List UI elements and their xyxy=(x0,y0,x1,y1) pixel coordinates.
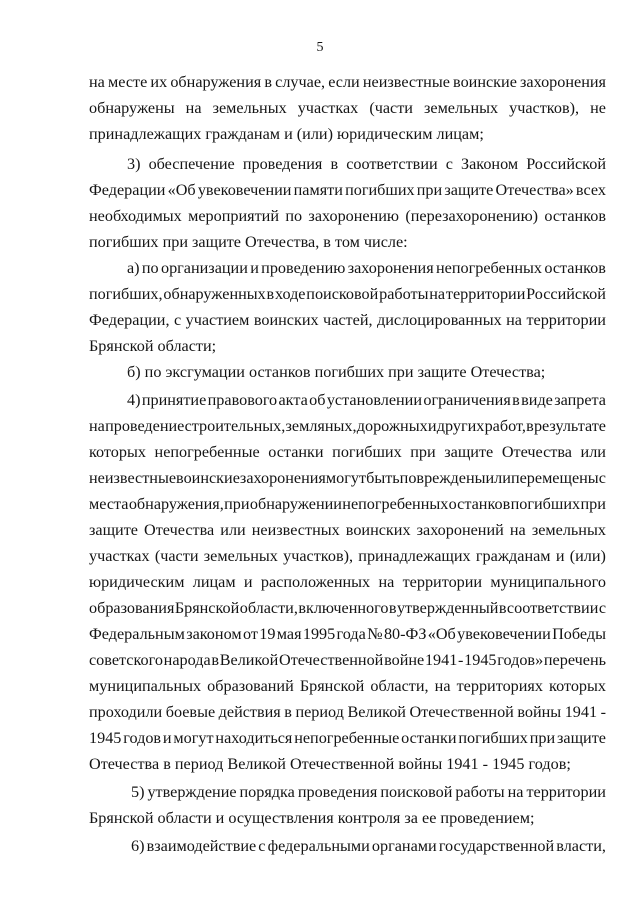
word: утвержденный xyxy=(396,599,499,617)
word: захоронения xyxy=(347,259,434,277)
text-line xyxy=(89,72,606,92)
word: погибших, xyxy=(89,285,163,303)
word: результате xyxy=(533,417,606,435)
text-line xyxy=(89,98,606,118)
text-line xyxy=(89,416,606,436)
text-line xyxy=(131,782,606,802)
word: в xyxy=(512,391,520,409)
text-line: Отечества в период Великой Отечественной войны 1941 - 1945 годов; xyxy=(89,755,571,773)
word: случае, xyxy=(275,73,326,91)
word: 1941 xyxy=(424,651,458,669)
word: территории xyxy=(402,573,483,591)
text-line xyxy=(89,520,606,540)
word: территории xyxy=(526,311,606,329)
word: ходе xyxy=(274,285,306,303)
word: могут xyxy=(325,469,367,487)
word: с xyxy=(445,155,453,173)
word: необходимых xyxy=(89,207,182,225)
word: которых xyxy=(549,677,606,695)
word: обнаружении xyxy=(249,495,342,513)
word: по xyxy=(285,207,303,225)
text-line xyxy=(127,390,606,410)
word: на xyxy=(509,521,526,539)
word: акта xyxy=(278,391,308,409)
word: поисковой xyxy=(306,285,379,303)
word: войне xyxy=(384,651,425,669)
word: повреждены xyxy=(399,469,486,487)
text-line xyxy=(89,206,606,226)
text-line xyxy=(89,494,606,514)
word: лицам xyxy=(192,573,236,591)
word: Федеральным xyxy=(89,625,185,643)
word: в xyxy=(284,703,292,721)
word: соответствии xyxy=(506,599,599,617)
text-line xyxy=(89,310,606,330)
text-line xyxy=(89,702,606,722)
text-line: б) по эксгумации останков погибших при защите Отечества; xyxy=(127,363,546,381)
word: обнаруженных xyxy=(163,285,266,303)
word: проведению xyxy=(261,259,346,277)
word: при xyxy=(224,495,250,513)
word: - xyxy=(458,651,464,669)
word: народа xyxy=(163,651,211,669)
word: в xyxy=(526,417,534,435)
word: работы xyxy=(379,285,429,303)
text-line xyxy=(89,572,606,592)
word: с xyxy=(598,469,606,487)
word: участках xyxy=(89,547,150,565)
word: Великой xyxy=(219,651,279,669)
word: останков xyxy=(544,259,606,277)
word: захоронению xyxy=(308,207,400,225)
word: защите xyxy=(557,729,606,747)
word: муниципальных xyxy=(89,677,202,695)
word: 1945 xyxy=(464,651,497,669)
word: проходили xyxy=(89,703,163,721)
word: останков xyxy=(448,495,511,513)
word: и xyxy=(162,729,172,747)
word: Отечества xyxy=(144,521,215,539)
word: власти, xyxy=(556,837,606,855)
word: в xyxy=(264,73,272,91)
word: период xyxy=(295,703,344,721)
word: проведение xyxy=(105,417,185,435)
word: и xyxy=(427,417,437,435)
word: на xyxy=(89,417,105,435)
word: государственной xyxy=(438,837,555,855)
word: других xyxy=(436,417,485,435)
word: воинских xyxy=(345,521,411,539)
word: частей, xyxy=(323,311,373,329)
word: с xyxy=(173,311,182,329)
word: и xyxy=(250,259,259,277)
word: в xyxy=(266,285,275,303)
word: войны xyxy=(517,703,562,721)
word: обеспечение xyxy=(148,155,235,173)
word: строительных, xyxy=(184,417,286,435)
word: запрета xyxy=(554,391,606,409)
word: участках xyxy=(297,99,359,117)
word: соответствии xyxy=(346,155,438,173)
word: захоронения xyxy=(239,469,326,487)
word: земельных xyxy=(212,99,287,117)
word: непогребенных xyxy=(342,495,449,513)
word: Отечественной xyxy=(279,651,384,669)
word: при xyxy=(410,443,436,461)
word: расположенных xyxy=(260,573,371,591)
word: в xyxy=(388,599,397,617)
word: 80-ФЗ xyxy=(383,625,427,643)
word: области, xyxy=(239,599,298,617)
word: обнаружения xyxy=(170,73,262,91)
word: 3) xyxy=(127,155,141,173)
word: виде xyxy=(521,391,553,409)
word: мероприятий xyxy=(188,207,279,225)
word: на xyxy=(378,573,395,591)
word: в xyxy=(330,155,339,173)
word: принятие xyxy=(141,391,207,409)
word: защите xyxy=(444,443,494,461)
word: проведения xyxy=(297,783,378,801)
word: образования xyxy=(89,599,175,617)
word: федеральными xyxy=(267,837,370,855)
word: муниципального xyxy=(490,573,606,591)
word: территории xyxy=(445,285,526,303)
word: на xyxy=(429,285,446,303)
word: всех xyxy=(575,181,606,199)
text-line xyxy=(127,154,606,174)
word: по xyxy=(141,259,159,277)
word: с xyxy=(258,837,266,855)
word: земляных, xyxy=(285,417,357,435)
word: могут xyxy=(173,729,214,747)
word: останки xyxy=(401,729,457,747)
word: при xyxy=(529,729,556,747)
word: правового xyxy=(207,391,278,409)
word: органами xyxy=(371,837,437,855)
word: Победы xyxy=(552,625,606,643)
word: в xyxy=(498,599,507,617)
word: ограничения xyxy=(423,391,511,409)
word: Великой xyxy=(347,703,406,721)
word: которых xyxy=(89,443,146,461)
text-line xyxy=(89,180,606,200)
word: годов» xyxy=(497,651,544,669)
text-line: Брянской области и осуществления контроля за ее проведением; xyxy=(89,809,535,827)
word: Брянской xyxy=(174,599,240,617)
text-line xyxy=(89,624,606,644)
word: увековечении xyxy=(457,625,551,643)
word: принадлежащих xyxy=(358,547,471,565)
page-number: 5 xyxy=(316,40,324,55)
word: Законом xyxy=(461,155,519,173)
word: обнаружения, xyxy=(128,495,224,513)
word: (части xyxy=(369,99,413,117)
word: непогребенные xyxy=(154,443,260,461)
word: участков), xyxy=(283,547,354,565)
word: (или) xyxy=(569,547,606,565)
word: от xyxy=(242,625,258,643)
text-line xyxy=(89,598,606,618)
word: останки xyxy=(268,443,324,461)
word: территории xyxy=(526,783,606,801)
word: «Об xyxy=(427,625,456,643)
word: Федерации xyxy=(89,181,166,199)
word: участием xyxy=(185,311,250,329)
word: или xyxy=(220,521,246,539)
word: (части xyxy=(154,547,199,565)
word: Отечества xyxy=(501,443,572,461)
word: непогребенных xyxy=(435,259,543,277)
word: дорожных xyxy=(356,417,428,435)
word: защите xyxy=(89,521,138,539)
word: проведения xyxy=(242,155,323,173)
word: Брянской xyxy=(299,677,365,695)
word: а) xyxy=(127,259,140,277)
word: действия xyxy=(218,703,281,721)
word: неизвестные xyxy=(89,469,177,487)
word: порядка xyxy=(239,783,295,801)
word: Федерации, xyxy=(89,311,170,329)
word: 1945 xyxy=(89,729,122,747)
word: территориях xyxy=(456,677,543,695)
word: в xyxy=(211,651,220,669)
word: погибших xyxy=(510,495,581,513)
text-line xyxy=(89,676,606,696)
word: образований xyxy=(207,677,294,695)
text-line xyxy=(89,442,606,462)
word: обнаружены xyxy=(89,99,175,117)
word: 4) xyxy=(127,391,141,409)
word: при xyxy=(580,495,606,513)
word: 1941 xyxy=(564,703,598,721)
word: работ, xyxy=(484,417,526,435)
word: воинских xyxy=(253,311,319,329)
word: «Об xyxy=(167,181,196,199)
word: захоронения xyxy=(520,73,606,91)
word: 1995 xyxy=(302,625,336,643)
word: не xyxy=(590,99,606,117)
text-line: принадлежащих гражданам и (или) юридическим лицам; xyxy=(89,125,484,143)
word: - xyxy=(600,703,606,721)
word: и xyxy=(243,573,253,591)
word: места xyxy=(89,495,129,513)
word: боевые xyxy=(165,703,216,721)
word: земельных xyxy=(531,521,606,539)
word: Отечества» xyxy=(495,181,574,199)
word: (перезахоронению) xyxy=(405,207,539,225)
word: советского xyxy=(89,651,163,669)
word: с xyxy=(598,599,606,617)
word: годов xyxy=(123,729,162,747)
word: или xyxy=(485,469,511,487)
word: если xyxy=(328,73,360,91)
text-line: Брянской области; xyxy=(89,337,217,355)
word: останков xyxy=(544,207,606,225)
word: при xyxy=(416,181,443,199)
word: Отечественной xyxy=(409,703,514,721)
text-line xyxy=(89,546,606,566)
word: на xyxy=(185,99,202,117)
word: 5) xyxy=(131,783,145,801)
word: их xyxy=(150,73,168,91)
word: неизвестные xyxy=(362,73,450,91)
word: работы xyxy=(455,783,505,801)
word: перемещены xyxy=(510,469,599,487)
word: Российской xyxy=(526,285,606,303)
word: находиться xyxy=(215,729,293,747)
word: 19 xyxy=(259,625,276,643)
word: юридическим xyxy=(89,573,185,591)
word: на xyxy=(506,311,522,329)
word: Российской xyxy=(526,155,606,173)
word: участков), xyxy=(509,99,580,117)
word: дислоцированных xyxy=(376,311,502,329)
word: перечень xyxy=(543,651,606,669)
text-line xyxy=(89,284,606,304)
word: на xyxy=(507,783,524,801)
word: месте xyxy=(108,73,148,91)
word: № xyxy=(367,625,383,643)
text-line xyxy=(89,650,606,670)
word: 6) xyxy=(131,837,145,855)
word: области, xyxy=(370,677,429,695)
word: погибших xyxy=(345,181,415,199)
word: захоронений xyxy=(416,521,504,539)
word: непогребенные xyxy=(294,729,400,747)
word: на xyxy=(434,677,451,695)
text-line xyxy=(89,468,606,488)
word: воинские xyxy=(453,73,517,91)
word: защите xyxy=(444,181,494,199)
word: земельных xyxy=(203,547,278,565)
text-line xyxy=(131,836,606,856)
word: погибших xyxy=(332,443,402,461)
word: мая xyxy=(276,625,302,643)
text-line xyxy=(127,258,606,278)
word: или xyxy=(580,443,606,461)
word: и xyxy=(555,547,565,565)
word: законом xyxy=(186,625,242,643)
word: года xyxy=(336,625,366,643)
word: установлении xyxy=(326,391,423,409)
word: погибших xyxy=(458,729,528,747)
word: воинские xyxy=(176,469,240,487)
word: памяти xyxy=(293,181,343,199)
word: поисковой xyxy=(380,783,453,801)
word: земельных xyxy=(423,99,499,117)
word: неизвестных xyxy=(251,521,340,539)
word: на xyxy=(89,73,105,91)
word: организации xyxy=(160,259,248,277)
text-line: погибших при защите Отечества, в том числе: xyxy=(89,233,408,251)
word: об xyxy=(309,391,326,409)
word: гражданам xyxy=(475,547,551,565)
word: быть xyxy=(366,469,400,487)
text-line xyxy=(89,728,606,748)
word: утверждение xyxy=(147,783,237,801)
word: увековечении xyxy=(197,181,292,199)
word: включенного xyxy=(298,599,389,617)
word: взаимодействие xyxy=(146,837,257,855)
